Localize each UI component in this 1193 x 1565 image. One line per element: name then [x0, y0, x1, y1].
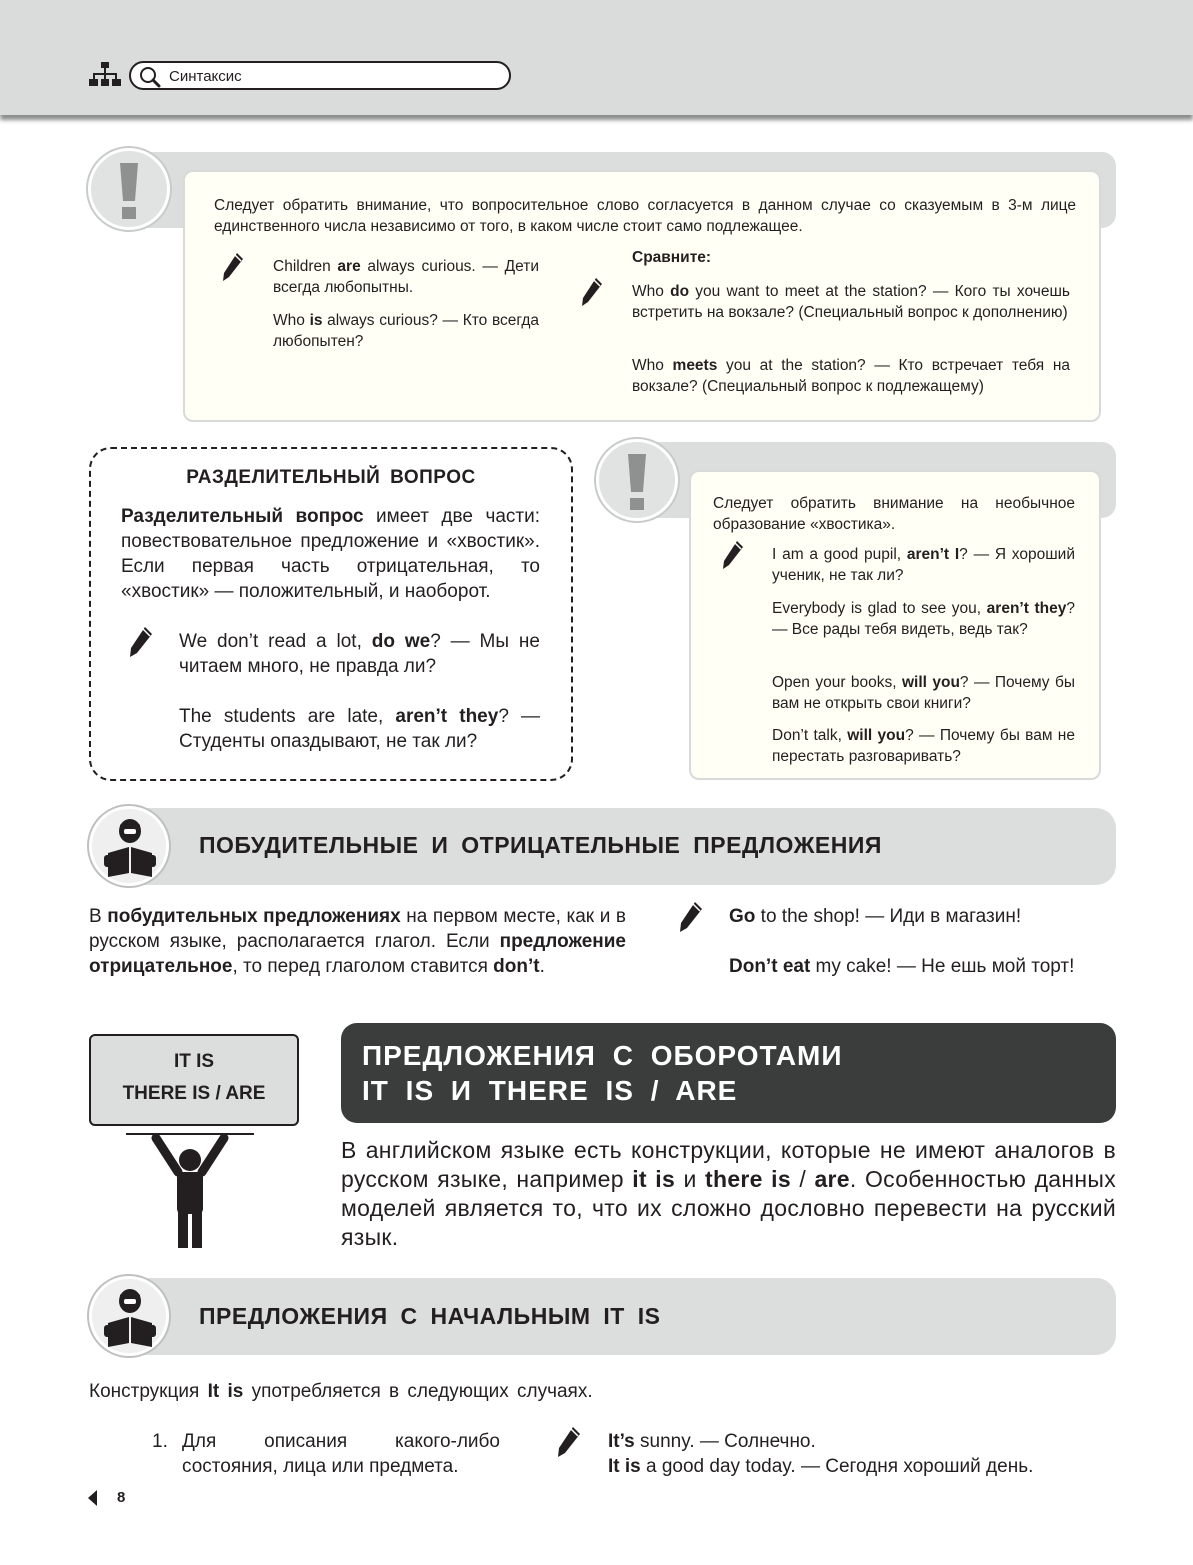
initial-it-example-1: It’s sunny. — Солнечно. [608, 1431, 816, 1452]
it-is-paragraph: В английском языке есть конструкции, которые не имеют аналогов в русском языке, например it is и there is / are. Особенностью данных моделей является то, что их сложно дословно перевести на русский язык. [341, 1137, 1117, 1250]
note1-intro: Следует обратить внимание, что вопросительное слово согласуется в данном случае со сказуемым в 3-м лице единственного числа независимо от того, в каком числе стоит само подлежащее. [214, 197, 1076, 235]
it-is-title-line-1: ПРЕДЛОЖЕНИЯ С ОБОРОТАМИ [362, 1040, 843, 1071]
pen-icon [219, 251, 245, 283]
sign-line-1: IT IS [173, 1051, 215, 1072]
tag-question-example-2: The students are late, aren’t they? — Студенты опаздывают, не так ли? [179, 706, 540, 752]
note1-left-example-1: Children are always curious. — Дети всегда любопытны. [273, 258, 539, 296]
note2-intro: Следует обратить внимание на необычное образование «хвостика». [713, 495, 1075, 533]
tag-question-definition: Разделительный вопрос имеет две части: повествовательное предложение и «хвостик». Если первая часть отрицательная, то «хвостик» — положительный, и наоборот. [121, 506, 540, 602]
tag-question-example-1: We don’t read a lot, do we? — Мы не читаем много, не правда ли? [179, 631, 540, 677]
note1-right-example-2: Who meets you at the station? — Кто встречает тебя на вокзале? (Специальный вопрос к подлежащему) [632, 357, 1070, 395]
page-number: 8 [117, 1489, 126, 1506]
it-is-banner [341, 1023, 1116, 1123]
pen-icon [126, 625, 154, 659]
pen-icon [719, 539, 745, 571]
sitemap-icon [88, 62, 122, 90]
tag-question-title: РАЗДЕЛИТЕЛЬНЫЙ ВОПРОС [186, 467, 476, 488]
note1-right-example-1: Who do you want to meet at the station? — Кого ты хочешь встретить на вокзале? (Специальный вопрос к дополнению) [632, 283, 1070, 321]
search-input[interactable] [129, 61, 511, 90]
exclamation-badge [596, 439, 678, 521]
note2-example-4: Don’t talk, will you? — Почему бы вам не перестать разговаривать? [772, 727, 1075, 765]
header-bar [0, 0, 1193, 115]
list-number: 1. [152, 1431, 168, 1452]
page-arrow-icon [88, 1490, 98, 1506]
search-value: Синтаксис [169, 68, 242, 85]
it-is-sign [89, 1034, 299, 1126]
section-title: ПРЕДЛОЖЕНИЯ С НАЧАЛЬНЫМ IT IS [199, 1303, 661, 1329]
pen-icon [676, 900, 704, 934]
imperative-example-1: Go to the shop! — Иди в магазин! [729, 906, 1022, 927]
it-is-title-line-2: IT IS И THERE IS / ARE [362, 1075, 738, 1106]
imperative-text: В побудительных предложениях на первом месте, как и в русском языке, располагается глагол. Если предложение отрицательное, то перед глаголом ставится don’t. [89, 906, 626, 977]
reader-icon [102, 1287, 158, 1347]
note2-example-2: Everybody is glad to see you, aren’t they? — Все рады тебя видеть, ведь так? [772, 600, 1075, 638]
note2-example-3: Open your books, will you? — Почему бы вам не открыть свои книги? [772, 674, 1075, 712]
sign-line-2: THERE IS / ARE [122, 1083, 266, 1104]
reader-badge [89, 806, 169, 886]
exclamation-icon [116, 161, 142, 221]
pen-icon [578, 276, 604, 308]
exclamation-icon [624, 452, 650, 512]
section-title: ПОБУДИТЕЛЬНЫЕ И ОТРИЦАТЕЛЬНЫЕ ПРЕДЛОЖЕНИЯ [199, 832, 882, 858]
imperative-example-2: Don’t eat my cake! — Не ешь мой торт! [729, 956, 1075, 977]
reader-icon [102, 817, 158, 877]
pen-icon [554, 1425, 582, 1459]
note2-example-1: I am a good pupil, aren’t I? — Я хороший ученик, не так ли? [772, 546, 1075, 584]
note1-left-example-2: Who is always curious? — Кто всегда любопытен? [273, 312, 539, 350]
initial-it-lead: Конструкция It is употребляется в следующих случаях. [89, 1381, 593, 1402]
initial-it-example-2: It is a good day today. — Сегодня хороший день. [608, 1456, 1034, 1477]
exclamation-badge [88, 148, 170, 230]
search-icon [138, 66, 162, 88]
compare-label: Сравните: [632, 249, 712, 266]
reader-badge [89, 1276, 169, 1356]
person-holding-sign-icon [126, 1130, 254, 1250]
list-item: Для описания какого-либо состояния, лица или предмета. [182, 1431, 500, 1477]
